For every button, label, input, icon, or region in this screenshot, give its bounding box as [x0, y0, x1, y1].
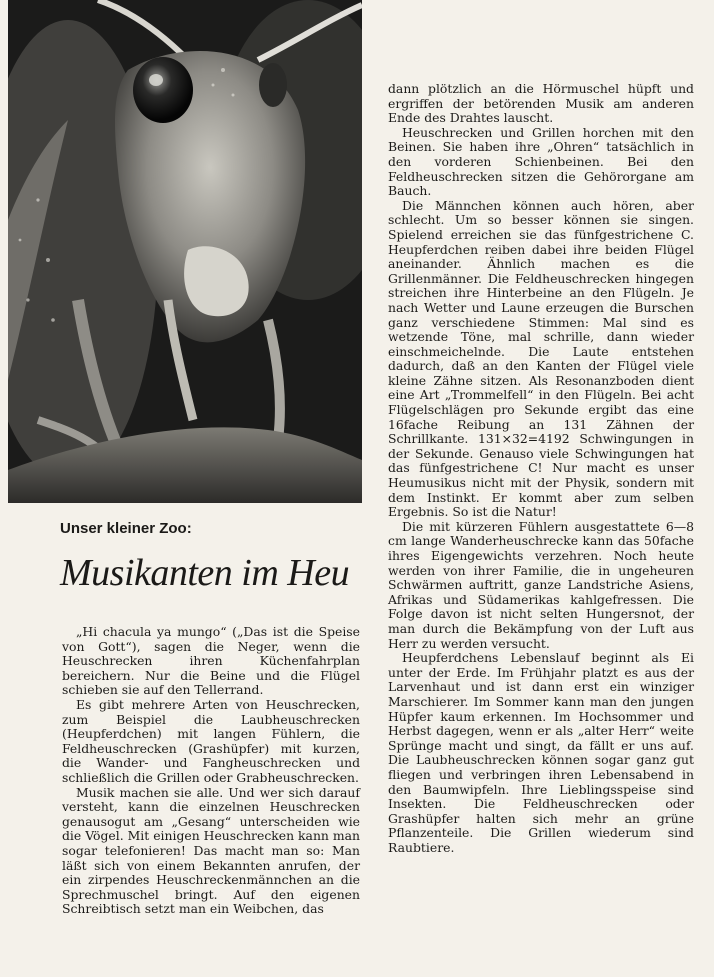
right-paragraph: dann plötzlich an die Hörmuschel hüpft und ergriffen der betörenden Musik am anderen Ende des Drahtes lauscht. — [388, 81, 694, 126]
left-column — [62, 520, 360, 917]
right-paragraph: Heupferdchens Lebenslauf beginnt als Ei unter der Erde. Im Frühjahr platzt es aus der Larvenhaut und ist dann erst ein winziger Marschierer. Im Sommer kann man den jungen Hüpfer kaum erkennen. Im Hochsommer und Herbst dagegen, wenn er als „alter Herr“ weite Sprünge macht und singt, da fällt er uns auf. Die Laubheuschrecken können sogar ganz gut fliegen und verbringen ihren Lebensabend in den Baumwipfeln. Ihre Lieblingsspeise sind Insekten. Die Feldheuschrecken oder Grashüpfer halten sich mehr an grüne Pflanzenteile. Die Grillen wiederum sind Raubtiere. — [388, 650, 694, 855]
article-kicker: Unser kleiner Zoo: — [60, 520, 192, 537]
right-column — [388, 82, 694, 855]
article-headline: Musikanten im Heu — [60, 552, 350, 594]
left-paragraph: Es gibt mehrere Arten von Heuschrecken, zum Beispiel die Laubheuschrecken (Heupferdchen) mit langen Fühlern, die Feldheuschrecken (Grashüpfer) mit kurzen, die Wander- und Fangheuschrecken und schließlich die Grillen oder Grabheuschrecken. — [62, 696, 360, 785]
right-column-text — [388, 82, 694, 855]
left-paragraph: Musik machen sie alle. Und wer sich darauf versteht, kann die einzelnen Heuschrecken genausogut am „Gesang“ unterscheiden wie die Vögel. Mit einigen Heuschrecken kann man sogar telefonieren! Das macht man so: Man läßt sich von einem Bekannten anrufen, der ein zirpendes Heuschreckenmännchen an die Sprechmuschel bringt. Auf den eigenen Schreibtisch setzt man ein Weibchen, das — [62, 784, 360, 917]
left-paragraph: „Hi chacula ya mungo“ („Das ist die Speise von Gott“), sagen die Neger, wenn die Heuschrecken ihren Küchenfahrplan bereichern. Nur die Beine und die Flügel schieben sie auf den Tellerrand. — [62, 624, 360, 698]
right-paragraph: Die mit kürzeren Fühlern ausgestattete 6—8 cm lange Wanderheuschrecke kann das 50fache ihres Eigengewichts verzehren. Noch heute werden von ihrer Familie, die in ungeheuren Schwärmen auftritt, ganze Landstriche Asiens, Afrikas und Südamerikas kahlgefressen. Die Folge davon ist nicht selten Hungersnot, der man durch die Bekämpfung von der Luft aus Herr zu werden versucht. — [388, 518, 694, 651]
grasshopper-illustration — [8, 0, 362, 503]
left-column-text — [62, 625, 360, 917]
grasshopper-photo — [8, 0, 362, 503]
right-paragraph: Die Männchen können auch hören, aber schlecht. Um so besser können sie singen. Spielend erreichen sie das fünfgestrichene C. Heupferdchen reiben dabei ihre beiden Flügel aneinander. Ähnlich machen es die Grillenmänner. Die Feldheuschrecken hingegen streichen ihre Hinterbeine an den Flügeln. Je nach Wetter und Laune erzeugen die Burschen ganz verschiedene Stimmen: Mal sind es wetzende Töne, mal schrille, dann wieder einschmeichelnde. Die Laute entstehen dadurch, daß an den Kanten der Flügel viele kleine Zähne sitzen. Als Resonanzboden dient eine Art „Trommelfell“ in den Flügeln. Bei acht Flügelschlägen pro Sekunde ergibt das eine 16fache Reibung an 131 Zähnen der Schrillkante. 131×32=4192 Schwingungen in der Sekunde. Genauso viele Schwingungen hat das fünfgestrichene C! Nur macht es unser Heumusikus nicht mit der Physik, sondern mit dem Instinkt. Er kommt aber zum selben Ergebnis. So ist die Natur! — [388, 197, 694, 520]
right-paragraph: Heuschrecken und Grillen horchen mit den Beinen. Sie haben ihre „Ohren“ tatsächlich in den vorderen Schienbeinen. Bei den Feldheuschrecken sitzen die Gehörorgane am Bauch. — [388, 124, 694, 199]
